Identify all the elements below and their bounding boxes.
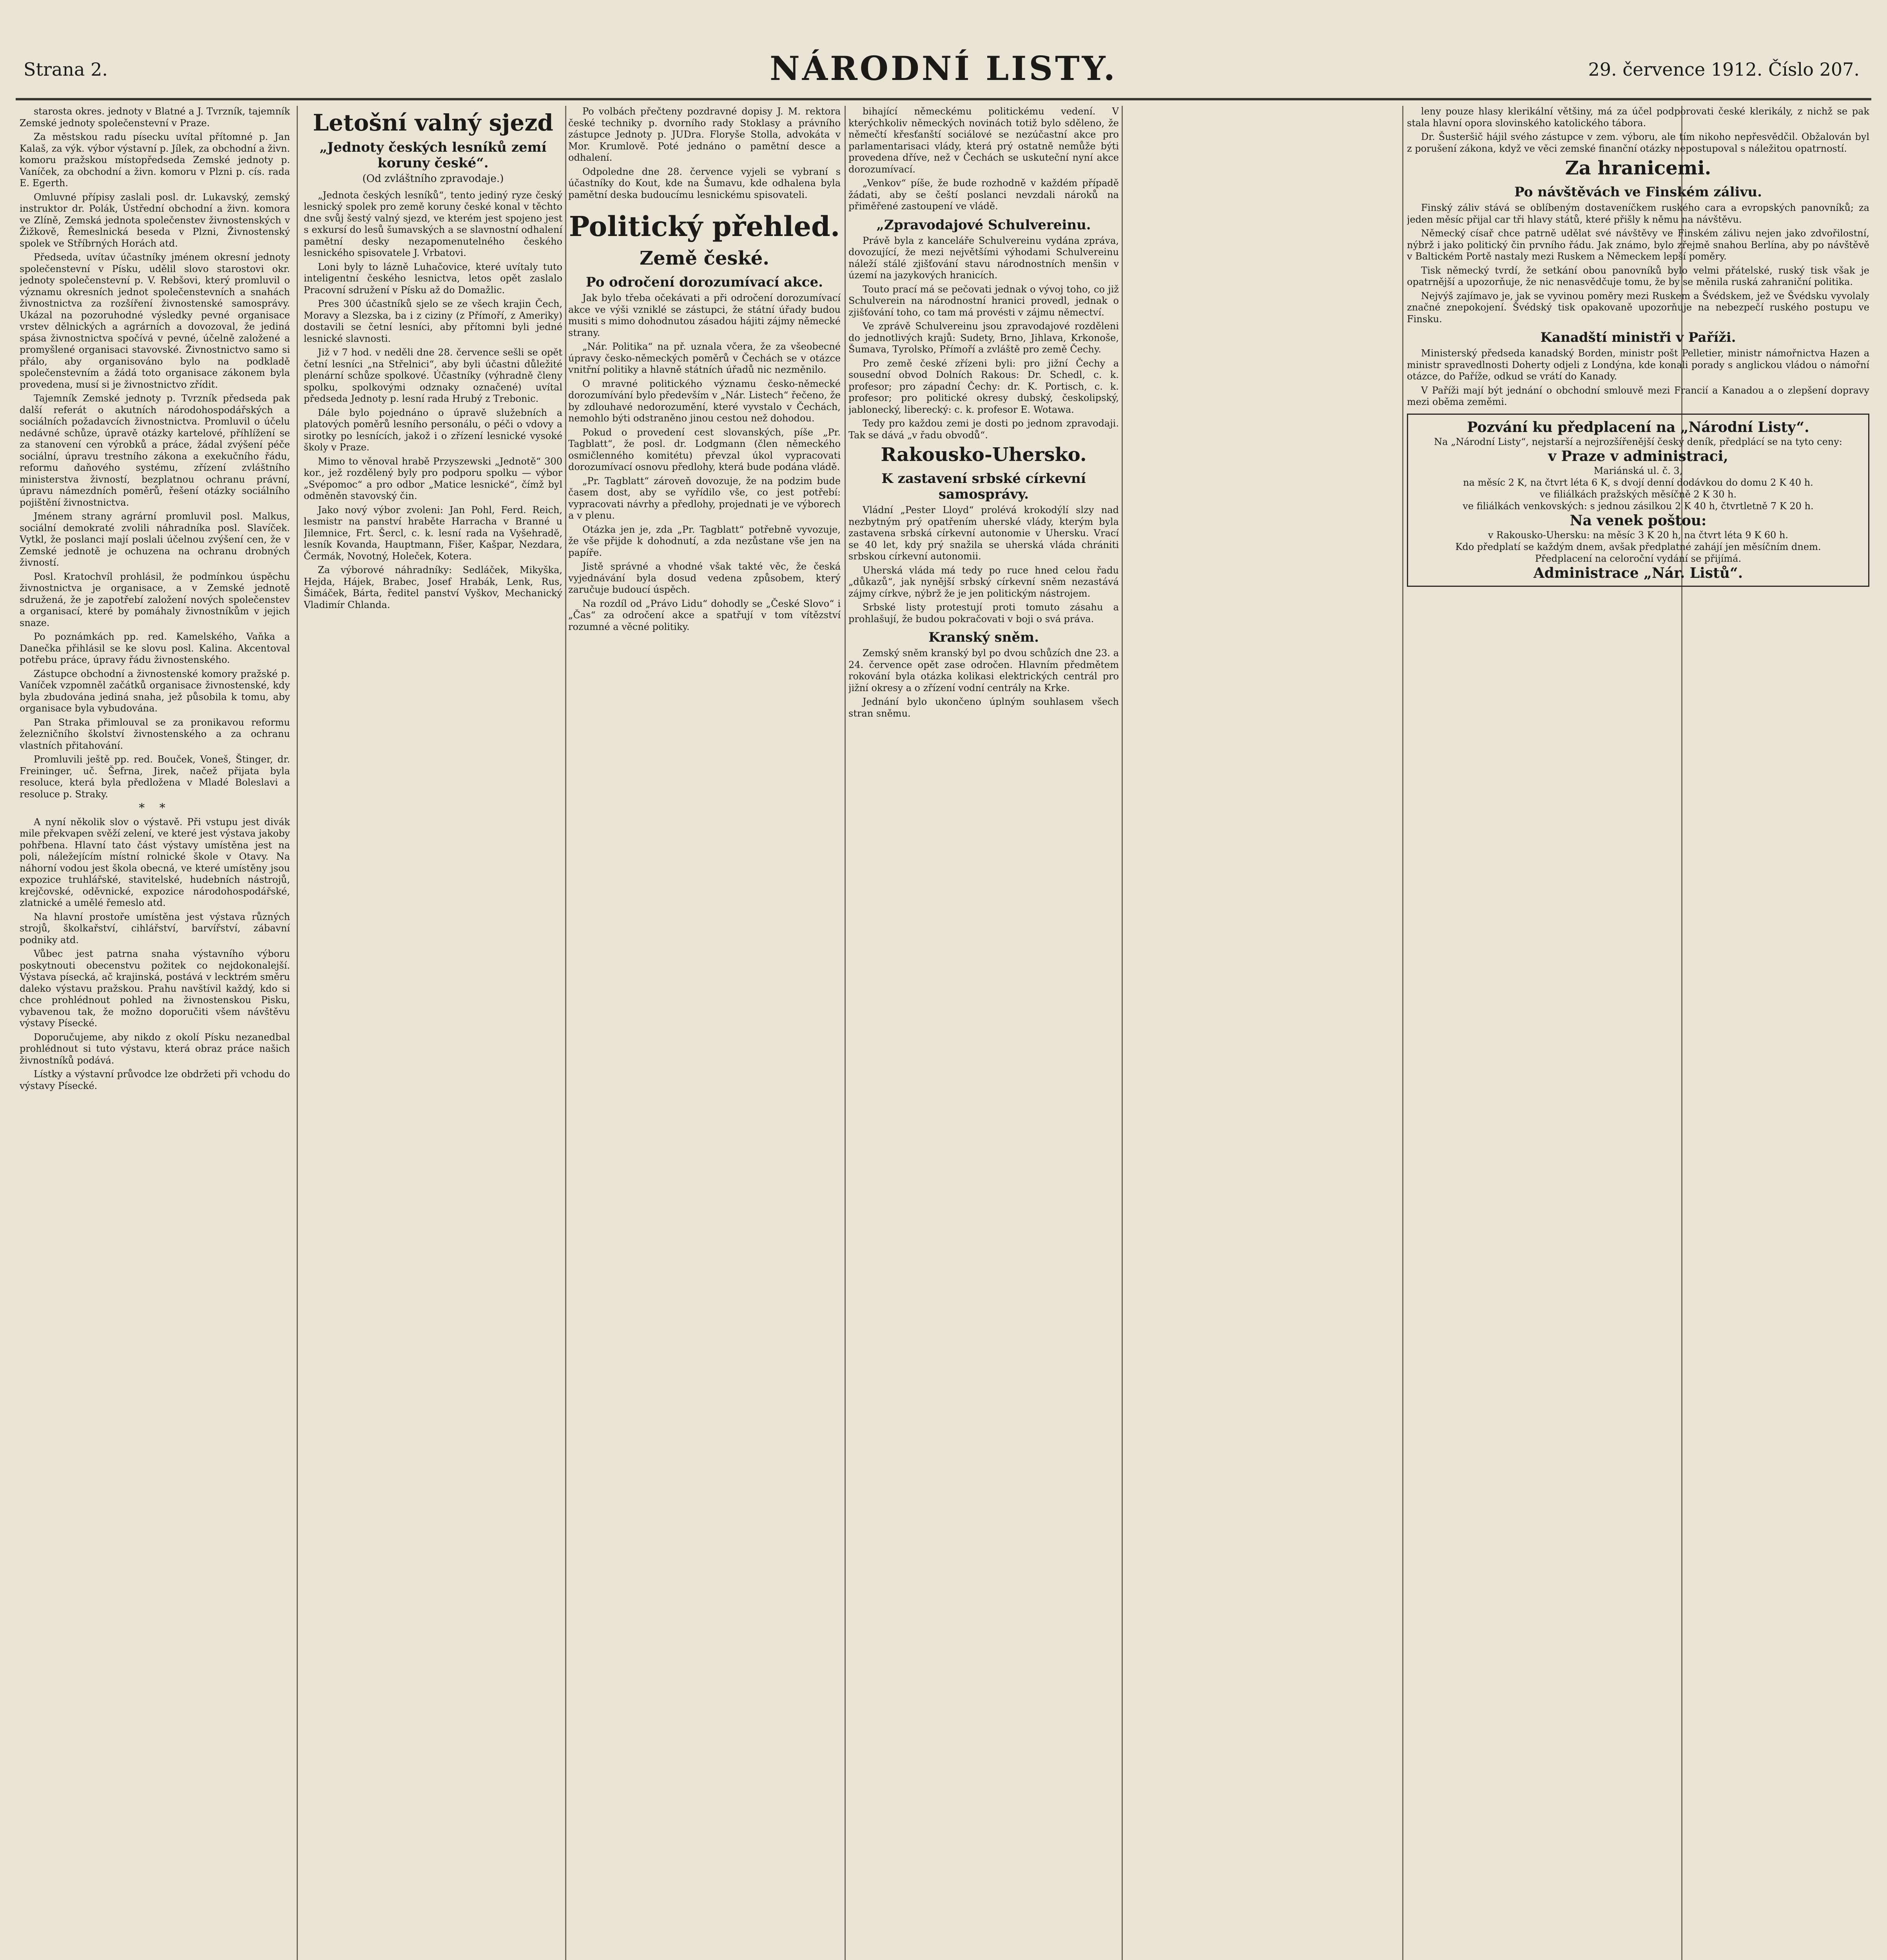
paragraph: Předseda, uvítav účastníky jménem okresní jednoty společenstevní v Písku, udělil slovo starostovi okr. jednoty společenstevní p. V. Rebšovi, který promluvil o významu okresních jednot společenstevních a snahách živnostnictva za rozšíření živnostenské samosprávy. Ukázal na pozoruhodné výsledky pevné organisace vrstev dělnických a agrárních a dovozoval, že jediná spása živnostnictva spočívá v pevné, účelně založené a promyšlené organisaci stavovské. Živnostnictvo samo si přálo, aby organisováno bylo na podkladě společenstevním a žádá toto organisace zákonem byla provedena, musí si je živnostnictvo zřídit. <box>20 252 290 390</box>
paragraph: Omluvné přípisy zaslali posl. dr. Lukavský, zemský instruktor dr. Polák, Ústřední obchodní a živn. komora ve Zlíně, Zemská jednota společenstev živnostenských v Žižkově, Řemeslnická beseda v Plzni, Živnostenský spolek ve Stříbrných Horách atd. <box>20 191 290 249</box>
header-rule <box>16 98 1871 100</box>
paragraph: Vůbec jest patrna snaha výstavního výboru poskytnouti obecenstvu požitek co nejdokonalejší. Výstava písecká, ač krajinská, postává v lecktrém směru daleko výstavu pražskou. Prahu navštívil každý, kdo si chce prohlédnout pohled na živnostenskou Pisku, vybavenou tak, že možno doporučiti všem návštěvu výstavy Písecké. <box>20 948 290 1029</box>
article-byline: (Od zvláštního zpravodaje.) <box>362 173 504 185</box>
column-2 <box>304 106 562 1960</box>
paragraph: Jménem strany agrární promluvil posl. Malkus, sociální demokraté zvolili náhradníka posl. Slavíček. Vytkl, že poslanci mají poslali účelnou zvýšení cen, že v Zemské jednotě je ochuzena na ochranu drobných živností. <box>20 511 290 568</box>
item-title: Kanadští ministři v Paříži. <box>1540 330 1736 345</box>
paragraph: „Venkov“ píše, že bude rozhodně v každém případě žádati, aby se čeští poslanci nevzdali nároků na přiměřené zastoupení ve vládě. <box>848 178 1119 212</box>
article-title: Letošní valný sjezd <box>313 109 553 136</box>
column-5 <box>1407 106 1869 1960</box>
paragraph: Loni byly to lázně Luhačovice, které uvítaly tuto inteligentní českého lesnictva, letos opět zaslalo Pracovní sdružení v Písku až do Domažlic. <box>304 261 562 296</box>
article-subtitle: „Jednoty českých lesníků zemí koruny české“. <box>319 140 547 171</box>
subscription-line: ve filiálkách venkovských: s jednou zásilkou 2 K 40 h, čtvrtletně 7 K 20 h. <box>1463 500 1814 512</box>
paragraph: „Pr. Tagblatt“ zároveň dovozuje, že na podzim bude časem dost, aby se vyřídilo vše, co jest potřebí: vypracovati návrhy a předlohy, projednati je ve výborech a v plenu. <box>568 475 841 521</box>
paragraph: A nyní několik slov o výstavě. Při vstupu jest divák mile překvapen svěží zelení, ve které jest výstava jakoby pohřbena. Hlavní tato část výstavy umístěna jest na poli, náležejícím místní rolnické škole v Otavy. Na náhorní vodou jest škola obecná, ve které umístěny jsou expozice truhlářské, stavitelské, hudebních nástrojů, krejčovské, oděvnické, expozice národohospodářské, zlatnické a umělé řemeslo atd. <box>20 816 290 908</box>
paragraph: Německý císař chce patrně udělat své návštěvy ve Finském zálivu nejen jako zdvořilostní, nýbrž i jako politický čin prvního řádu. Jak známo, bylo zřejmě snahou Berlína, aby po návštěvě v Baltickém Portě nastaly mezi Ruskem a Německem lepší poměry. <box>1407 228 1869 262</box>
page-header <box>0 0 1887 98</box>
column-divider <box>845 106 846 1960</box>
subscription-box <box>1407 414 1869 587</box>
section-title: Politický přehled. <box>569 210 840 243</box>
section-subtitle: Země české. <box>640 247 769 269</box>
paragraph: Pokud o provedení cest slovanských, píše „Pr. Tagblatt“, že posl. dr. Lodgmann (člen německého osmičlenného komitétu) převzal úkol vypracovati dorozumívací osnovu předlohy, která bude podána vládě. <box>568 426 841 472</box>
paragraph: Dále bylo pojednáno o úpravě služebních a platových poměrů lesního personálu, o péči o vdovy a sirotky po lesnících, jakož i o zřízení lesnické vysoké školy v Praze. <box>304 407 562 453</box>
paragraph: Srbské listy protestují proti tomuto zásahu a prohlašují, že budou pokračovati v boji o svá práva. <box>848 602 1119 624</box>
item-title: Kranský sněm. <box>928 630 1039 645</box>
paragraph: Otázka jen je, zda „Pr. Tagblatt“ potřebně vyvozuje, že vše přijde k dohodnutí, a zda nezůstane vše jen na papíře. <box>568 524 841 558</box>
paragraph: Odpoledne dne 28. července vyjeli se vybraní s účastníky do Kout, kde na Šumavu, kde odhalena byla pamětní deska budoucímu lesnickému spisovateli. <box>568 166 841 200</box>
paragraph: Na hlavní prostoře umístěna jest výstava různých strojů, školkařství, cihlářství, barvířství, zábavní podniky atd. <box>20 911 290 946</box>
paragraph: V Paříži mají být jednání o obchodní smlouvě mezi Francií a Kanadou a o zlepšení dopravy mezi oběma zeměmi. <box>1407 385 1869 407</box>
paragraph: Doporučujeme, aby nikdo z okolí Písku nezanedbal prohlédnout si tuto výstavu, která obraz práce našich živnostníků podává. <box>20 1031 290 1066</box>
paragraph: Zemský sněm kranský byl po dvou schůzích dne 23. a 24. července opět zase odročen. Hlavním předmětem rokování byla otázka kolikasi elektrických centrál pro jižní okresy a o zřízení vodní centrály na Krke. <box>848 648 1119 693</box>
column-divider <box>565 106 566 1960</box>
subscription-title: Pozvání ku předplacení na „Národní Listy“. <box>1467 419 1809 436</box>
paragraph: Dr. Šusteršič hájil svého zástupce v zem. výboru, ale tím nikoho nepřesvědčil. Obžalován byl z porušení zákona, když ve věci zemské finanční otázky nepostupoval s náležitou opatrností. <box>1407 131 1869 154</box>
paragraph: Po poznámkách pp. red. Kamelského, Vaňka a Danečka přihlásil se ke slovu posl. Kalina. Akcentoval potřebu práce, úpravy řádu živnostenského. <box>20 631 290 665</box>
paragraph: Pres 300 účastníků sjelo se ze všech krajin Čech, Moravy a Slezska, ba i z ciziny (z Přímoří, z Ameriky) dostavili se četní lesníci, aby přítomni byli jedné lesnické slavnosti. <box>304 298 562 344</box>
paragraph: Promluvili ještě pp. red. Bouček, Voneš, Štinger, dr. Freininger, uč. Šefrna, Jirek, načež přijata byla resoluce, která byla předložena v Mladé Boleslavi a resoluce p. Straky. <box>20 754 290 800</box>
paragraph: starosta okres. jednoty v Blatné a J. Tvrzník, tajemník Zemské jednoty společenstevní v Praze. <box>20 106 290 129</box>
paragraph: Jako nový výbor zvoleni: Jan Pohl, Ferd. Reich, lesmistr na panství hraběte Harracha v Branné u Jilemnice, Frt. Šercl, c. k. lesní rada na Vyšehradě, lesník Kovanda, Hauptmann, Fišer, Kašpar, Nezdara, Čermák, Novotný, Holeček, Kotera. <box>304 504 562 562</box>
subscription-line: ve filiálkách pražských měsíčně 2 K 30 h. <box>1539 488 1737 500</box>
paragraph: Jednání bylo ukončeno úplným souhlasem všech stran sněmu. <box>848 696 1119 719</box>
paragraph: Nejvýš zajímavo je, jak se vyvinou poměry mezi Ruskem a Švédskem, jež ve Švédsku vyvolaly značné znepokojení. Švédský tisk opakovaně upozorňuje na nebezpečí ruského postupu ve Finsku. <box>1407 290 1869 325</box>
subscription-line: Kdo předplatí se každým dnem, avšak předplatné zahájí jen měsíčním dnem. <box>1455 541 1821 552</box>
subscription-line: Na „Národní Listy“, nejstarší a nejrozšířenější český deník, předplácí se na tyto ceny: <box>1434 436 1842 447</box>
subscription-heading: v Praze v administraci, <box>1548 448 1728 465</box>
item-title: Po návštěvách ve Finském zálivu. <box>1514 184 1762 200</box>
column-3 <box>568 106 841 1960</box>
paragraph: Jistě správné a vhodné však takté věc, že česká vyjednávání byla dosud vedena způsobem, který zaručuje budoucí úspěch. <box>568 561 841 595</box>
page-number: Strana 2. <box>24 59 108 80</box>
paragraph: Již v 7 hod. v neděli dne 28. července sešli se opět četní lesníci „na Střelnici“, aby byli účastni důležité plenární schůze spolkové. Účastníky (výhradně členy spolku, spolkovými odznaky označené) uvítal předseda Jednoty p. lesní rada Hrubý z Trebonic. <box>304 347 562 404</box>
subscription-line: v Rakousko-Uhersku: na měsíc 3 K 20 h, na čtvrt léta 9 K 60 h. <box>1488 529 1789 541</box>
section-title: Rakousko-Uhersko. <box>881 444 1087 466</box>
paragraph: Za městskou radu písecku uvítal přítomné p. Jan Kalaš, za výk. výbor výstavní p. Jílek, za obchodní a živn. komoru pražskou místopředseda Zemské jednoty p. Vaníček, za obchodní a živn. komoru v Plzni p. cís. rada E. Egerth. <box>20 131 290 189</box>
newspaper-title: NÁRODNÍ LISTY. <box>769 49 1117 88</box>
column-1 <box>20 106 290 1960</box>
paragraph: Pan Straka přimlouval se za pronikavou reformu železničního školství živnostenského a za ochranu vlastních přitahování. <box>20 717 290 751</box>
section-title: Za hranicemi. <box>1565 157 1711 179</box>
column-divider <box>297 106 298 1960</box>
subscription-line: Předplacení na celoroční vydání se přijímá. <box>1535 553 1742 564</box>
paragraph: Na rozdíl od „Právo Lidu“ dohodly se „České Slovo“ i „Čas“ za odročení akce a spatřují v tom vítězství rozumné a věcné politiky. <box>568 598 841 632</box>
paragraph: Ve zprávě Schulvereinu jsou zpravodajové rozděleni do jednotlivých krajů: Sudety, Brno, Jihlava, Krkonoše, Šumava, Tyrolsko, Přímoří a zvláště pro země Čechy. <box>848 321 1119 355</box>
column-divider <box>1122 106 1123 1960</box>
section-separator: * * <box>139 801 171 815</box>
column-divider <box>1402 106 1403 1960</box>
paragraph: Ministerský předseda kanadský Borden, ministr pošt Pelletier, ministr námořnictva Hazen a ministr spravedlnosti Doherty odjeli z Londýna, kde konali porady s anglickou vládou o námořní otázce, do Paříže, odkud se vrátí do Kanady. <box>1407 348 1869 382</box>
paragraph: Finský záliv stává se oblíbeným dostaveníčkem ruského cara a evropských panovníků; za jeden měsíc přijal car tři hlavy států, které přišly k němu na návštěvu. <box>1407 202 1869 225</box>
column-4 <box>848 106 1119 1960</box>
paragraph: Tisk německý tvrdí, že setkání obou panovníků bylo velmi přátelské, ruský tisk však je opatrnější a upozorňuje, že nic nenasvědčuje tomu, že by se měnila ruská zahraniční politika. <box>1407 265 1869 287</box>
subscription-signature: Administrace „Nár. Listů“. <box>1533 564 1743 581</box>
paragraph: O mravné politického významu česko-německé dorozumívání bylo především v „Nár. Listech“ řečeno, že by zdlouhavé nedorozumění, které vyvstalo v Čechách, nemohlo býti odstraněno jinou cestou než dohodou. <box>568 378 841 424</box>
paragraph: Touto prací má se pečovati jednak o vývoj toho, co již Schulverein na národnostní hranici provedl, jednak o zjišťování toho, co tam má provésti v zájmu němectví. <box>848 283 1119 318</box>
subscription-line: na měsíc 2 K, na čtvrt léta 6 K, s dvojí denní dodávkou do domu 2 K 40 h. <box>1463 477 1813 488</box>
paragraph: Pro země české zřízeni byli: pro jižní Čechy a sousední obvod Dolních Rakous: Dr. Schedl, c. k. profesor; pro západní Čechy: dr. K. Portisch, c. k. profesor; pro politické okresy dubský, českolipský, jablonecký, liberecký: c. k. profesor E. Wotawa. <box>848 358 1119 415</box>
subscription-heading: Na venek poštou: <box>1570 512 1707 529</box>
paragraph: Jak bylo třeba očekávati a při odročení dorozumívací akce ve výši vzniklé se zástupci, že státní úřady budou musiti s mimo dohodnutou zásadou hájiti zájmy německé strany. <box>568 292 841 338</box>
paragraph: „Nár. Politika“ na př. uznala včera, že za všeobecné úpravy česko-německých poměrů v Čechách se v otázce vnitřní politiky a hlavně státních úřadů nic nezměnilo. <box>568 341 841 375</box>
subscription-line: Mariánská ul. č. 3, <box>1593 465 1683 476</box>
paragraph: Uherská vláda má tedy po ruce hned celou řadu „důkazů“, jak nynější srbský církevní sněm nezastává zájmy církve, nýbrž že je jen politickým nástrojem. <box>848 564 1119 599</box>
paragraph: Tedy pro každou zemi je dosti po jednom zpravodaji. Tak se dává „v řadu obvodů“. <box>848 418 1119 441</box>
paragraph: Zástupce obchodní a živnostenské komory pražské p. Vaníček vzpomněl začátků organisace živnostenské, kdy byla zbudována jediná snaha, jež působila k tomu, aby organisace byla vybudována. <box>20 668 290 714</box>
paragraph: leny pouze hlasy klerikální většiny, má za účel podporovati české klerikály, z nichž se pak stala hlavní opora slovinského katolického tábora. <box>1407 106 1869 129</box>
paragraph: Vládní „Pester Lloyd“ prolévá krokodýlí slzy nad nezbytným prý opatřením uherské vlády, kterým byla zastavena srbská církevní autonomie v Uhersku. Vrací se 40 let, kdy prý snažila se uherská vláda chrániti srbskou církevní autonomii. <box>848 505 1119 562</box>
issue-date: 29. července 1912. Číslo 207. <box>1588 59 1860 80</box>
paragraph: bihající německému politickému vedení. V kterýchkoliv německých novinách totiž bylo sděleno, že němečtí křesťanští sociálové se nezúčastní akce pro parlamentarisaci vlády, která prý ostatně nemůže býti provedena dříve, než v Čechách se uskuteční nyní akce dorozumívací. <box>848 106 1119 175</box>
paragraph: Mimo to věnoval hrabě Przyszewski „Jednotě“ 300 kor., jež rozdělený byly pro podporu spolku — výbor „Svépomoc“ a pro odbor „Matice lesnické“, čímž byl odměněn stavovský čin. <box>304 456 562 501</box>
paragraph: Posl. Kratochvíl prohlásil, že podmínkou úspěchu živnostnictva je organisace, a v Zemské jednotě sdružená, že je zapotřebí založení nových společenstev a organisací, které by pomáhaly živnostníkům v jejich snaze. <box>20 571 290 628</box>
item-title: Po odročení dorozumívací akce. <box>586 274 823 290</box>
paragraph: Právě byla z kanceláře Schulvereinu vydána zpráva, dovozující, že mezi největšími výhodami Schulvereinu náleží stálé zjišťování stavu národnostních menšin v území na jazykových hranicích. <box>848 235 1119 281</box>
item-title: K zastavení srbské církevní samosprávy. <box>881 471 1086 502</box>
item-title: „Zpravodajové Schulvereinu. <box>876 217 1091 233</box>
paragraph: „Jednota českých lesníků“, tento jediný ryze český lesnický spolek pro země koruny české konal v těchto dne svůj šestý valný sjezd, ve kterém jest spojeno jest s exkursí do lesů šumavských a se slavnostní odhalení pamětní desky nezapomenutelného českého lesnického spisovatele J. Vrbatovi. <box>304 189 562 258</box>
paragraph: Tajemník Zemské jednoty p. Tvrzník předseda pak další referát o akutních národohospodářských a sociálních požadavcích živnostnictva. Promluvil o účelu nedávné schůze, úpravě otázky kartelové, příhlížení se za stanovení cen výrobků a práce, žádal zvýšení péče sociální, úpravu trestního zákona a exekučního řádu, reformu daňového systému, zřízení zvláštního ministerstva živností, bezplatnou ochranu právní, úpravu námezdních poměrů, řešení otázky sociálního pojištění živnostnictva. <box>20 393 290 508</box>
paragraph: Lístky a výstavní průvodce lze obdržeti při vchodu do výstavy Písecké. <box>20 1069 290 1091</box>
paragraph: Za výborové náhradníky: Sedláček, Mikyška, Hejda, Hájek, Brabec, Josef Hrabák, Lenk, Rus, Šimáček, Bárta, ředitel panství Vyškov, Mechanický Vladimír Chlanda. <box>304 564 562 610</box>
paragraph: Po volbách přečteny pozdravné dopisy J. M. rektora české techniky p. dvorního rady Stoklasy a právního zástupce Jednoty p. JUDra. Floryše Stolla, advokáta v Mor. Krumlově. Poté jednáno o pamětní desce a odhalení. <box>568 106 841 163</box>
